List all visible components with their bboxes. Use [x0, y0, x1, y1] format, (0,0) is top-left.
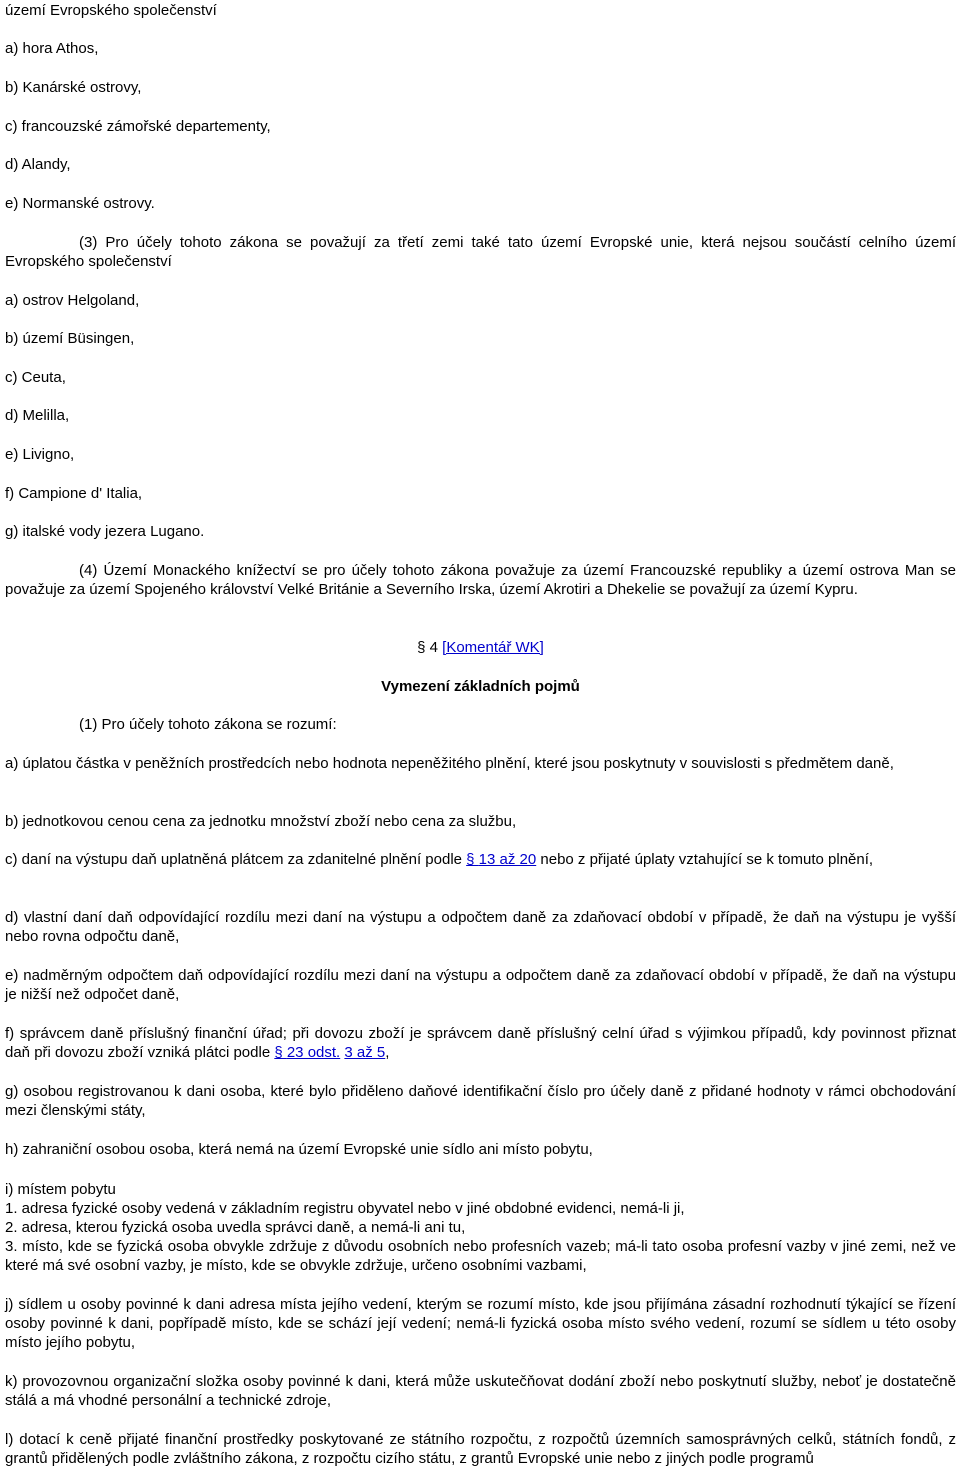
definition-g: g) osobou registrovanou k dani osoba, které bylo přiděleno daňové identifikační číslo pro účely daně z přidané hodnoty v rámci obchodování mezi členskými státy,	[5, 1083, 956, 1119]
definition-f-text: f) správcem daně příslušný finanční úřad; při dovozu zboží je správcem daně příslušný celní úřad s výjimkou případů, kdy povinnost přiznat daň při dovozu zboží vzniká plátci podle	[5, 1025, 956, 1061]
list-item: f) Campione d' Italia,	[5, 485, 143, 502]
definition-i-item: 2. adresa, kterou fyzická osoba uvedla správci daně, a nemá-li ani tu,	[5, 1219, 466, 1236]
definition-c-text: c) daní na výstupu daň uplatněná plátcem za zdanitelné plnění podle	[5, 851, 467, 868]
list-item: e) Normanské ostrovy.	[5, 195, 155, 212]
list-item: a) hora Athos,	[5, 40, 99, 57]
list-item: c) francouzské zámořské departementy,	[5, 118, 271, 135]
section-intro: (1) Pro účely tohoto zákona se rozumí:	[79, 716, 337, 733]
list-item: c) Ceuta,	[5, 369, 66, 386]
definition-i-item: 1. adresa fyzické osoby vedená v základním registru obyvatel nebo v jiné obdobné evidenci, nemá-li ji,	[5, 1200, 685, 1217]
definition-k: k) provozovnou organizační složka osoby povinné k dani, která může uskutečňovat dodání zboží nebo poskytnutí služby, neboť je dostatečně stálá a má vhodné personální a technické zdroje,	[5, 1373, 956, 1409]
list-item: e) Livigno,	[5, 446, 75, 463]
definition-j: j) sídlem u osoby povinné k dani adresa místa jejího vedení, kterým se rozumí místo, kde jsou přijímána zásadní rozhodnutí týkající se řízení osoby povinné k dani, popřípadě místo, kde se schází její vedení; nemá-li fyzická osoba místo svého vedení, rozumí se sídlem u této osoby místo jejího pobytu,	[5, 1296, 956, 1351]
law-reference-link[interactable]: § 23 odst.	[274, 1044, 341, 1061]
definition-b: b) jednotkovou cenou cena za jednotku množství zboží nebo cena za službu,	[5, 813, 517, 830]
definition-h: h) zahraniční osobou osoba, která nemá na území Evropské unie sídlo ani místo pobytu,	[5, 1141, 593, 1158]
definition-f	[5, 1024, 956, 1062]
definition-c-text-end: nebo z přijaté úplaty vztahující se k tomuto plnění,	[536, 851, 874, 868]
comment-link[interactable]: [Komentář WK]	[442, 639, 544, 656]
law-reference-link[interactable]: § 13 až 20	[466, 851, 537, 868]
section-mark: §	[417, 639, 426, 656]
list-item: a) ostrov Helgoland,	[5, 292, 140, 309]
definition-l: l) dotací k ceně přijaté finanční prostředky poskytované ze státního rozpočtu, z rozpočtů územních samosprávných celků, státních fondů, z grantů přidělených podle zvláštního zákona, z rozpočtu cizího státu, z grantů Evropské unie nebo z jiných podle programů	[5, 1431, 956, 1467]
definition-i-heading: i) místem pobytu	[5, 1181, 116, 1198]
list-item: b) území Büsingen,	[5, 330, 135, 347]
list-item: b) Kanárské ostrovy,	[5, 79, 142, 96]
paragraph-3: (3) Pro účely tohoto zákona se považují za třetí zemi také tato území Evropské unie, která nejsou součástí celního území Evropského společenství	[5, 234, 956, 270]
list-item: g) italské vody jezera Lugano.	[5, 523, 205, 540]
list-item: d) Melilla,	[5, 407, 70, 424]
law-reference-link[interactable]: 3 až 5	[344, 1044, 386, 1061]
block1-heading: území Evropského společenství	[5, 2, 217, 19]
paragraph-4: (4) Území Monackého knížectví se pro účely tohoto zákona považuje za území Francouzské republiky a území ostrova Man se považuje za území Spojeného království Velké Británie a Severního Irska, území Akrotiri a Dhekelie se považují za území Kypru.	[5, 562, 956, 598]
definition-d: d) vlastní daní daň odpovídající rozdílu mezi daní na výstupu a odpočtem daně za zdaňovací období v případě, že daň na výstupu je vyšší nebo rovna odpočtu daně,	[5, 909, 956, 945]
definition-a: a) úplatou částka v peněžních prostředcích nebo hodnota nepeněžitého plnění, které jsou poskytnuty v souvislosti s předmětem daně,	[5, 755, 894, 772]
section-number: 4	[429, 639, 438, 656]
definition-c	[5, 850, 956, 869]
definition-e: e) nadměrným odpočtem daň odpovídající rozdílu mezi daní na výstupu a odpočtem daně za zdaňovací období v případě, že daň na výstupu je nižší než odpočet daně,	[5, 967, 956, 1003]
list-item: d) Alandy,	[5, 156, 71, 173]
section-title: Vymezení základních pojmů	[381, 678, 580, 695]
definition-i-item: 3. místo, kde se fyzická osoba obvykle zdržuje z důvodu osobních nebo profesních vazeb; má-li tato osoba profesní vazby v jiné zemi, než ve které má své osobní vazby, je místo, kde se obvykle zdržuje, určeno osobními vazbami,	[5, 1238, 956, 1274]
section-heading	[5, 638, 956, 657]
definition-f-text-end: ,	[385, 1044, 390, 1061]
